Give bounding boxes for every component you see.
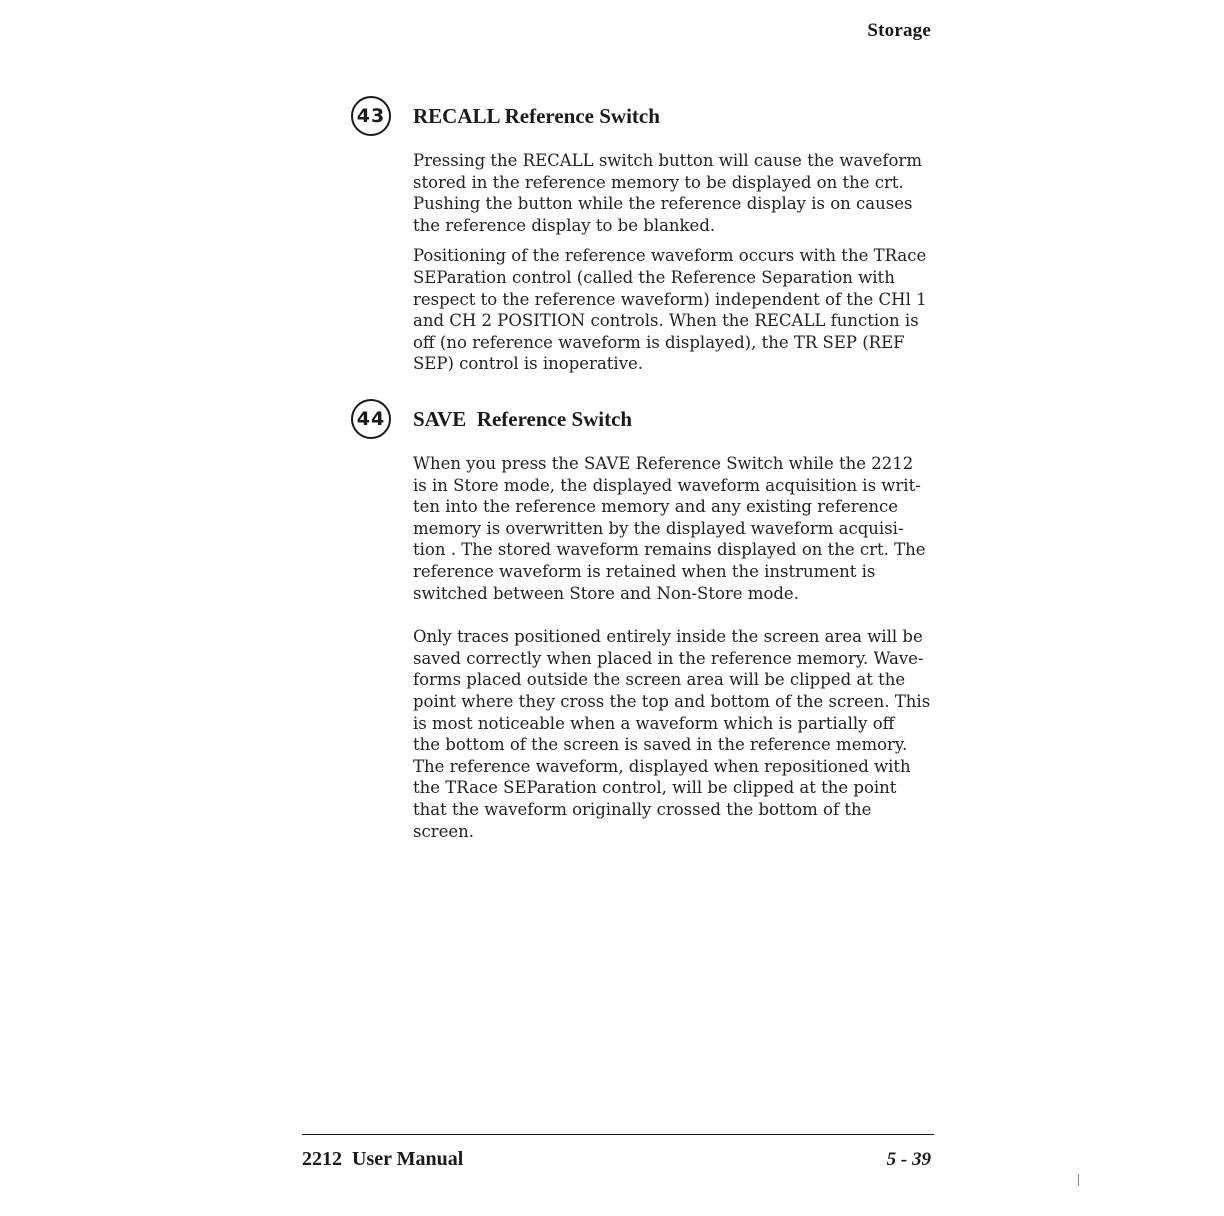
scan-artifact-mark xyxy=(1078,1174,1079,1186)
section-title: SAVE Reference Switch xyxy=(413,407,633,431)
section-heading-row xyxy=(351,399,951,445)
section-number-badge: 44 xyxy=(351,399,391,439)
paragraph: Pressing the RECALL switch button will cause the waveform stored in the reference memory to be displayed on the crt. Pushing the button while the reference display is on causes the reference display to be blanked. xyxy=(413,151,922,235)
paragraph: When you press the SAVE Reference Switch while the 2212 is in Store mode, the displayed waveform acquisition is writ- ten into the reference memory and any existing reference memory is overwritten by the displayed waveform acquisi- tion . The stored waveform remains displayed on the crt. The reference waveform is retained when the instrument is switched between Store and Non-Store mode. xyxy=(413,454,926,603)
section-body xyxy=(413,150,953,375)
section-recall-reference-switch xyxy=(351,96,951,375)
section-heading-row xyxy=(351,96,951,142)
section-save-reference-switch xyxy=(351,399,951,842)
footer-divider xyxy=(302,1134,934,1135)
footer-page-number: 5 - 39 xyxy=(886,1149,931,1170)
section-number-badge: 43 xyxy=(351,96,391,136)
paragraph: Only traces positioned entirely inside the screen area will be saved correctly when placed in the reference memory. Wave- forms placed outside the screen area will be clipped at the point where they cross the top and bottom of the screen. This is most noticeable when a waveform which is partially off the bottom of the screen is saved in the reference memory. The reference waveform, displayed when repositioned with the TRace SEParation control, will be clipped at the point that the waveform originally crossed the bottom of the screen. xyxy=(413,627,931,841)
footer-manual-title: 2212 User Manual xyxy=(302,1148,464,1170)
paragraph: Positioning of the reference waveform occurs with the TRace SEParation control (called the Reference Separation with respect to the reference waveform) independent of the CHl 1 and CH 2 POSITION controls. When the RECALL function is off (no reference waveform is displayed), the TR SEP (REF SEP) control is inoperative. xyxy=(413,246,927,374)
running-head: Storage xyxy=(867,20,931,41)
section-title: RECALL Reference Switch xyxy=(413,104,660,128)
section-body xyxy=(413,453,953,842)
